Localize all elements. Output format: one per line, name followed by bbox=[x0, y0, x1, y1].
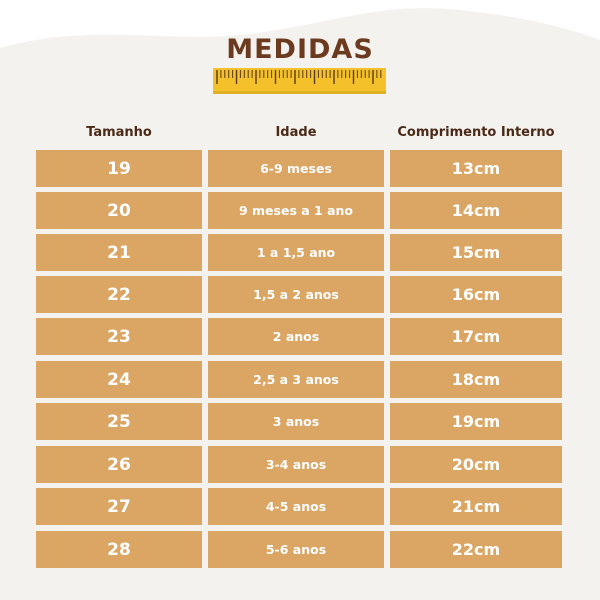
cell-idade: 1 a 1,5 ano bbox=[208, 234, 384, 271]
cell-idade: 2,5 a 3 anos bbox=[208, 361, 384, 398]
cell-comprimento: 14cm bbox=[390, 192, 562, 229]
cell-tamanho: 19 bbox=[36, 150, 202, 187]
header-idade: Idade bbox=[275, 125, 317, 140]
cell-comprimento: 20cm bbox=[390, 446, 562, 483]
header-comprimento: Comprimento Interno bbox=[397, 125, 555, 140]
cell-tamanho: 20 bbox=[36, 192, 202, 229]
cell-comprimento: 15cm bbox=[390, 234, 562, 271]
cell-comprimento: 21cm bbox=[390, 488, 562, 525]
cell-tamanho: 26 bbox=[36, 446, 202, 483]
cell-idade: 1,5 a 2 anos bbox=[208, 276, 384, 313]
cell-comprimento: 18cm bbox=[390, 361, 562, 398]
ruler-icon bbox=[213, 68, 386, 94]
page-title: MEDIDAS bbox=[226, 34, 374, 65]
cell-comprimento: 16cm bbox=[390, 276, 562, 313]
cell-tamanho: 27 bbox=[36, 488, 202, 525]
cell-comprimento: 19cm bbox=[390, 403, 562, 440]
cell-tamanho: 21 bbox=[36, 234, 202, 271]
cell-tamanho: 24 bbox=[36, 361, 202, 398]
cell-idade: 6-9 meses bbox=[208, 150, 384, 187]
cell-comprimento: 22cm bbox=[390, 531, 562, 568]
cell-comprimento: 13cm bbox=[390, 150, 562, 187]
cell-idade: 4-5 anos bbox=[208, 488, 384, 525]
cell-idade: 2 anos bbox=[208, 318, 384, 355]
cell-idade: 3 anos bbox=[208, 403, 384, 440]
cell-tamanho: 23 bbox=[36, 318, 202, 355]
header-tamanho: Tamanho bbox=[86, 125, 152, 140]
cell-tamanho: 28 bbox=[36, 531, 202, 568]
cell-idade: 5-6 anos bbox=[208, 531, 384, 568]
cell-idade: 3-4 anos bbox=[208, 446, 384, 483]
cell-tamanho: 22 bbox=[36, 276, 202, 313]
cell-tamanho: 25 bbox=[36, 403, 202, 440]
cell-comprimento: 17cm bbox=[390, 318, 562, 355]
cell-idade: 9 meses a 1 ano bbox=[208, 192, 384, 229]
